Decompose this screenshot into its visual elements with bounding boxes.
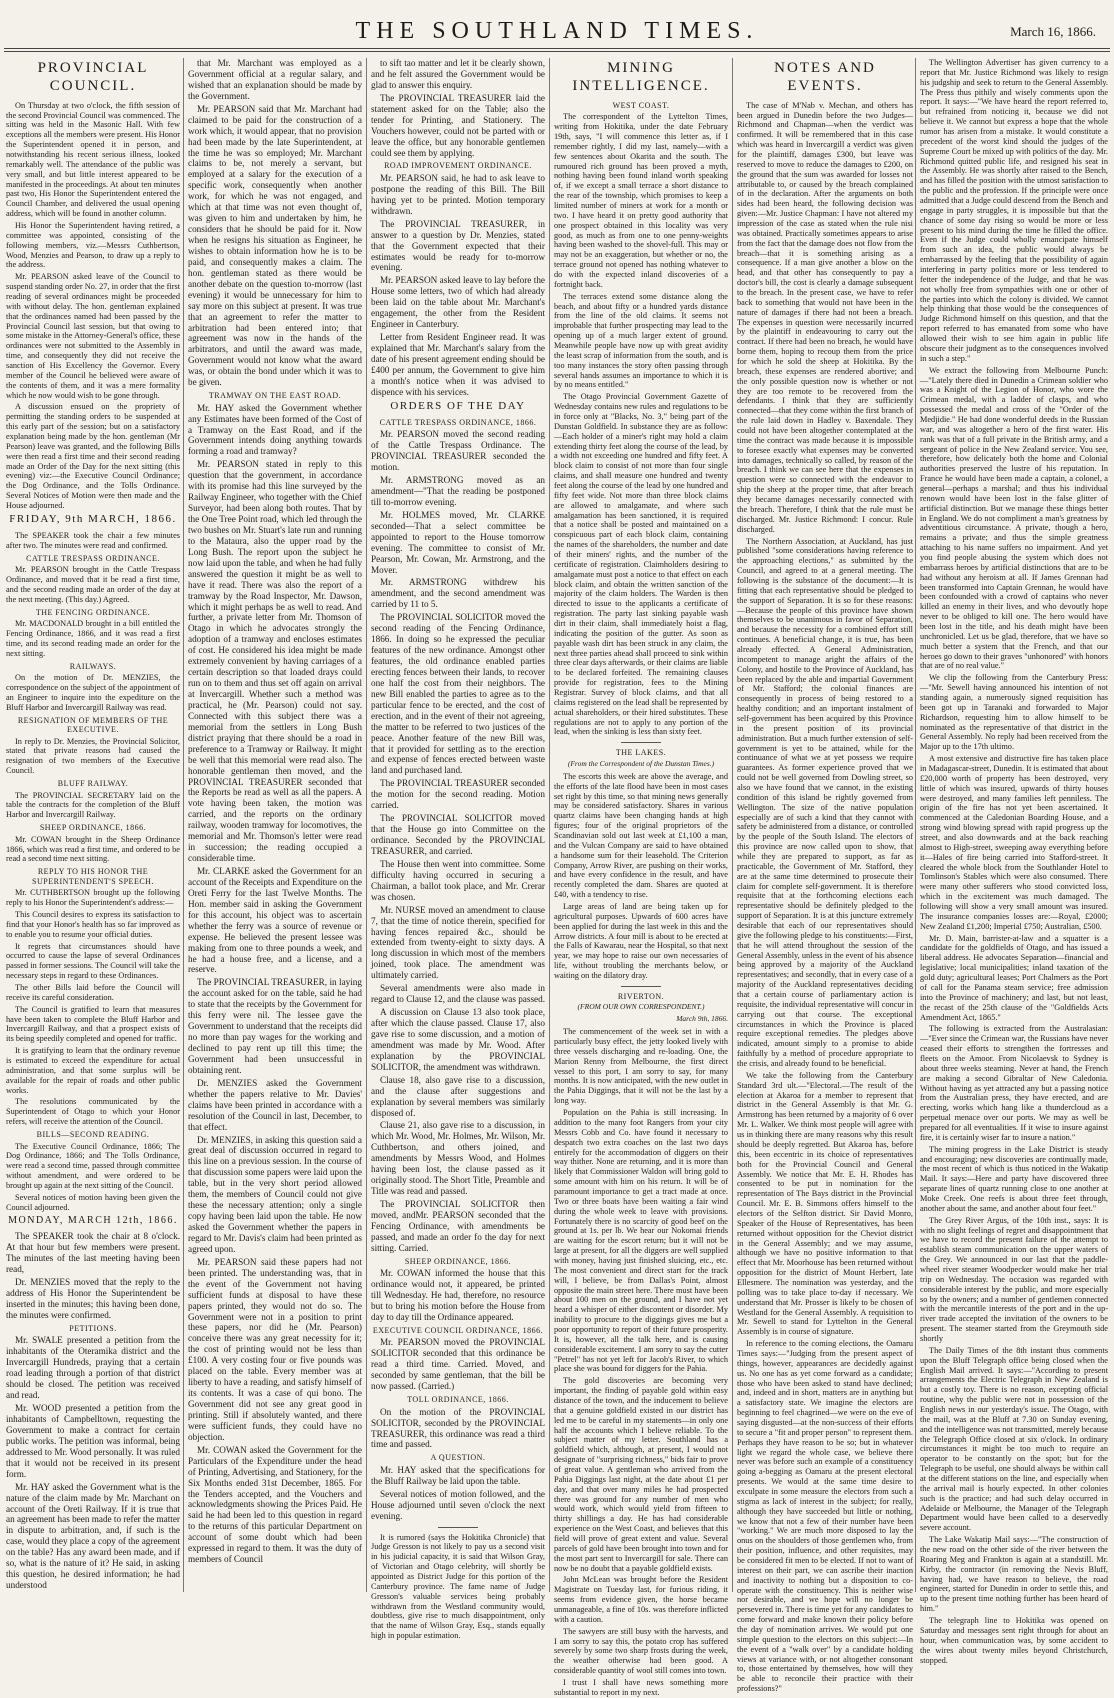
article-paragraph: Mr. HOLMES moved, Mr. CLARKE seconded—That a select committee be appointed to report to the House tomorrow evening. The committee to consist of Mr. Pearson, Mr. Cowan, Mr. Armstrong, and the Mover.	[371, 509, 545, 575]
article-paragraph: The SPEAKER took the chair a few minutes after two. The minutes were read and confirmed.	[6, 531, 180, 550]
article-paragraph: Dr. MENZIES, in asking this question said a great deal of discussion occurred in regard to this line on a previous session. In the course of that discussion some papers were laid upon the table, but in the very short period allowed them, the members of Council could not give these the necessary attention; only a single copy having been laid upon the table. He now asked the Government whether the papers in regard to Mr. Davis's claim had been printed as agreed upon.	[188, 1134, 362, 1254]
subheading: CATTLE TRESPASS ORDINANCE, 1866.	[379, 417, 537, 427]
article-paragraph: The telegraph line to Hokitika was opened on Saturday and messages sent right through for about an hour, when communication was, by some accident to the wires about twenty miles beyond Christchurch, stopped.	[920, 1616, 1108, 1665]
article-paragraph: The Grey River Argus, of the 10th inst., says: It is with no slight feelings of regret and disappointment that we have to record the present failure of the attempt to establish steam communication on the upper waters of the Grey. We announced in our last that the paddle-wheel river steamer Woodpecker would make her trial trip on Wednesday. The occasion was regarded with considerable interest by the public, and more especially so by the owners; and a number of gentlemen connected with the mercantile interests of the port and in the up-river trade accepted the invitation of the owners to be present. The steamer started from the Greymouth side shortly	[920, 1215, 1108, 1343]
subheading: CATTLE TRESPASS ORDINANCE.	[26, 553, 160, 563]
subheading: PETITIONS.	[69, 1323, 117, 1333]
article-paragraph: Dr. MENZIES moved that the reply to the address of His Honor the Superintendent be inserted in the minutes; this having been done, the minutes were confirmed.	[6, 1277, 180, 1321]
article-paragraph: Dr. MENZIES asked the Government whether the papers relative to Mr. Davies' claims have been printed in accordance with a resolution of the Council in last, December, to that effect.	[188, 1077, 362, 1132]
article-paragraph: It regrets that circumstances should have occurred to cause the lapse of several Ordinances passed in former sessions. The Council will take the necessary steps in regard to these Ordinances.	[6, 941, 180, 981]
subheading: ROAD IMPROVEMENT ORDINANCE.	[384, 161, 532, 171]
article-paragraph: Mr. CLARKE asked the Government for an account of the Receipts and Expenditure on the Oreti Ferry for the last Twelve Months. The Hon. member said in asking the Government for this account, his object was to ascertain whether the ferry was a source of revenue or expense. He believed the present lessee was making from one to three pounds a week, and he had a house free, and a license, and a reserve.	[188, 866, 362, 975]
article-paragraph: I trust I shall have news something more substantial to report in my next.	[554, 1678, 728, 1697]
column-provincial-council	[6, 58, 180, 1592]
article-paragraph: Mr. PEARSON asked leave to lay before the House some letters, two of which had already been laid on the table about Mr. Marchant's engagement, the other from the Resident Engineer in Canterbury.	[371, 275, 545, 330]
article-paragraph: In reply to Dr. Menzies, the Provincial Solicitor, stated that private reasons had caused the resignation of two members of the Executive Council.	[6, 736, 180, 776]
article-paragraph: Clause 21, also gave rise to a discussion, in which Mr. Wood, Mr. Holmes, Mr. Wilson, Mr. Cuthbertson, and others joined, and amendments by Messrs Wood, and Holmes having been lost, the clause passed as it originally stood. The Short Title, Preamble and Title was read and passed.	[371, 1120, 545, 1197]
column-orders-of-the-day	[371, 58, 545, 1641]
subheading: THE FENCING ORDINANCE.	[35, 607, 151, 617]
column-divider	[549, 58, 550, 1592]
article-paragraph: The Northern Association, at Auckland, has just published "some considerations having reference to the approaching elections," as submitted by the Council, and agreed to at a general meeting. The following is the substance of the document:—It is fitting that each representative should be pledged to the support of Separation. It is so for these reasons:—Because the people of this province have shown themselves to be unanimous in favor of Separation, and because the necessity for a combined effort still continues. A beneficial change, it is true, has been already effected. A General Administration, incompetent to manage aright the affairs of the Colony, and hostile to the Province of Auckland, has been replaced by the able and impartial Government of Mr. Stafford; the colonial finances are consequently in process of being restored to a healthy condition; and an important instalment of self-government has been acquired by this Province in the present position of its provincial administration. But a much further extension of self-government is yet to be attained, while for the continuance of what we at yet possess we require guarantees. As former experience proved that we could not be well governed from Dowling street, so also we have found that we cannot, in the existing condition of this island be rightly governed from Wellington. The size of the native population especially are of such a kind that they cannot with safety be administered from a distance, or controlled by the people of the South Island. The electors of this province are now called upon to show, that while they are prepared to support, as far as practicable, the Government of Mr. Stafford, they are at the same time determined to prosecute their claim for complete self-government. It is therefore requisite that at the forthcoming elections each representative should be definitely pledged to the support of Separation. It is at this juncture extremely desirable that each of our representatives should give the following pledge to his constituents:—First, that he will attend throughout the session of the General Assembly, unless in the event of his absence being approved by a majority of the Auckland representatives; and secondly, that in every case of a majority of the Auckland representatives deciding that a certain course of parliamentary action is requisite, the individual representative will concur in carrying out that course. The exceptional circumstances in which the Province is placed require exceptional remedies. The pledges above indicated, amount simply to a promise to abide faithfully by a method of procedure appropriate to the crisis, and already found to be beneficial.	[737, 536, 913, 1069]
subheading: A QUESTION.	[430, 1453, 486, 1463]
article-paragraph: A discussion on Clause 13 also took place, after which the clause passed. Clause 17, also gave rise to some discussion, and a motion of amendment was made by Mr. Wood. After explanation by the PROVINCIAL SOLICITOR, the amendment was withdrawn.	[371, 1007, 545, 1072]
article-paragraph: We take the following from the Canterbury Standard 3rd ult.—"Electoral.—The result of the election at Akaroa for a member to represent that district in the General Assembly is that Mr. G. Armstrong has been returned by a majority of 6 over Mr. L. Walker. We think most people will agree with us in thinking there are many reasons why this result should be deeply regretted. But Akaroa has, before this, been eccentric in its choice of representatives both for the Provincial Council and General Assembly. We notice that Mr. E. H. Rhodes has consented to be put in nomination for the representation of The Bays district in the Provincial Council. Mr. E. B. Simmons offers himself to the electors of the Selfton district. Sir David Monro, Speaker of the House of Representatives, has been returned without opposition for the Cheviot district in the General Assembly; and we may assume, although we have no positive information to that effect that Mr. Moorhouse has been returned without opposition for the district of Mount Herbert, late Ellesmere. The nomination was yesterday, and the polling was to take place to-day if necessary. We understand that Mr. Prosser is likely to be chosen of Westland for the General Assembly. A requisition to Mr. Sewell to stand for Lyttelton in the General Assembly is in course of signature.	[737, 1070, 913, 1337]
article-paragraph: The escorts this week are above the average, and the efforts of the late flood have been in most cases set right by this time, so that mining news generally may be considered satisfactory. Shares in various quartz claims have been changing hands at high figures; four of the original proprietors of the Scandinavian sold out last week at £1,100 a man, and the Vulcan Company are said to have obtained a handsome sum for their leasehold. The Criterion Company, Arrow River, are pushing on their works, and have every confidence in the result, and have recently completed the dam. Shares are quoted at £40, with a tendency to rise.	[554, 771, 728, 900]
subheading: SHEEP ORDINANCE, 1866.	[404, 1256, 512, 1266]
article-paragraph: A most extensive and distructive fire has taken place in Madagascar-street, Dunedin. It is estimated that about £20,000 worth of property has been destroyed, very little of which was insured, upwards of thirty houses were destroyed, and many families left penniless. The origin of the fire has not yet been ascertained. It commenced at the Caledonian Boarding House, and a strong wind blowing spread with rapid progress up the street, and also downwards and at the back reaching almost to High-street, sweeping away everything before it—Hales of fire being carried into Stafford-street. It cleared the whole block from the Southlander Hotel to Tomlinson's Stables which were also consumed. There were many other sufferers who stood convicted loss, which in the excitement was much damaged. The following will show a very small amount was insured. The insurance companies losses are:—Royal, £2000; New Zealand £1,200; Imperial £750; Australian, £500.	[920, 754, 1108, 931]
column-divider	[732, 58, 733, 1592]
subheading: RIVERTON.	[617, 991, 665, 1001]
separator-rule	[438, 1527, 478, 1528]
subheading: EXECUTIVE COUNCIL ORDINANCE, 1866.	[372, 1325, 544, 1335]
article-paragraph: Mr. PEARSON said, he had to ask leave to postpone the reading of this Bill. The Bill having yet to be printed. Motion temporary withdrawn.	[371, 172, 545, 216]
article-paragraph: Mr. D. Main, barrister-at-law and a squatter is a candidate for the goldfields of Otago, and has issued a liberal address. He advocates Separation—financial and legislative; local municipalities; inland taxation of the gold duty; agricultural leases; Port Chalmers as the Port of call for the Panama steam service; free admission into the Province of machinery; and last, but not least, the recast of the 25th clause of the "Goldfields Acts Amendment Act, 1865."	[920, 933, 1108, 1022]
article-paragraph: Mr. HAY asked the Government whether any Estimates have been formed of the Cost of a Tramway on the East Road, and if the Government intends doing anything towards forming a road and tramway?	[188, 402, 362, 457]
article-paragraph: The gold discoveries are becoming very important, the finding of payable gold within easy distance of the town, and the inducement to believe that a genuine goldfield existed in our district has led me to be careful in my statements—in only one half the accounts which I believe reliable. To the subject matter of my letter. Southland has a goldfield which, although, at present, I would not designate of "surprising richness," bids fair to prove of great value. A gentleman who arrived from the Pahia Diggings last night, at the date about £1 per day, and that over many miles he had prospected there was ground for any number of men who would work, which would yield from fifteen to thirty shillings a day. He has had considerable experience on the West Coast, and believes that this field will prove of great extent and value. Several parcels of gold have been brought into town and for the most part sent to Invercargill for sale. There can now be no doubt that a payable goldfield exists.	[554, 1376, 728, 1573]
article-paragraph: His Honor the Superintendent having retired, a committee was appointed, consisting of the following members, viz.—Messrs Cuthbertson, Wood, Menzies and Pearson, to draw up a reply to the address.	[6, 221, 180, 270]
article-paragraph: The correspondent of the Lyttelton Times, writing from Hokitika, under the date February 19th, says, "I will commence this letter as, if I remember rightly, I did my last, namely—with a few sentences about Okarita and the south. The rumoured rich ground has been proved a myth, nothing having been found inland worth speaking of, if we except a small terrace a short distance to the rear of the township, which promises to keep a limited number of miners at work for a month or two. I have heard it on pretty good authority that one prospect obtained in this locality was very good, as much as from one to one penny-weights having been washed to the shovel-full. This may or may not be an exaggeration, but whether or no, the terrace ground not opened has nothing whatever to do with the expected inland discoveries of a fortnight back.	[554, 112, 728, 289]
masthead-rule	[4, 48, 1110, 49]
section-heading: MINING INTELLIGENCE.	[572, 60, 710, 94]
section-heading: NOTES AND EVENTS.	[774, 60, 876, 94]
article-paragraph: Clause 18, also gave rise to a discussion, and the clause after suggestions and explanation by several members was similarly disposed of.	[371, 1074, 545, 1118]
section-heading: PROVINCIAL COUNCIL.	[37, 60, 149, 94]
source-credit: (FROM OUR OWN CORRESPONDENT.)	[577, 1002, 705, 1012]
article-paragraph: John McLean was brought before the Resident Magistrate on Tuesday last, for furious riding, it seems from evidence given, the horse became unmanageable, a fine of 10s. was therefore inflicted with a caution.	[554, 1575, 728, 1624]
article-paragraph: Mr. PEARSON moved the PROVINCIAL SOLICITOR seconded that this ordinance be read a third time. Carried. Moved, and seconded by same gentleman, that the bill be now passed. (Carried.)	[371, 1337, 545, 1392]
article-paragraph: The SPEAKER took the chair at 8 o'clock. At that hour but few members were present. The minutes of the last meeting having been read,	[6, 1231, 180, 1275]
source-credit: (From the Correspondent of the Dunstan Times.)	[567, 758, 715, 768]
column-divider	[183, 58, 184, 1592]
article-paragraph: The Otago Provincial Government Gazette of Wednesday contains new rules and regulations to be in force only at "Blacks, No. 3," being part of the Dunstan Goldfield. In substance they are as follow:—Each holder of a miner's right may hold a claim extending thirty feet along the course of the lead, by a width not exceeding one hundred and fifty feet. A block claim to consist of not more than four single claims, and shall measure one hundred and twenty feet along the course of the lead by one hundred and fifty feet wide. Not more than three block claims are allowed to amalgamate, and where such amalgamation has been sanctioned, it is required that a notice shall be posted and maintained on a conspicuous part of each block claim, containing the names of the shareholders, the number and date of their miners' rights, and the number of the certificate of registration. Claimholders desiring to amalgamate must post a notice to that effect on each block claim, and obtain the written sanction of the majority of the claim holders. The Warden is then directed to issue to the applicants a certificate of registration. The party last sinking payable wash dirt in their claim, shall immediately hoist a flag, indicating the position of the gutter. As soon as payable wash dirt has been struck in any claim, the next three parties ahead shall proceed to sink within three clear days afterwards, or their claims are liable to be declared forfeited. The remaining clauses provide for registration, fees to the Mining Registrar. Survey of block claims, and that all claims registered on the lead shall be represented by actual shareholders, or their hired substitutes. These regulations are not to apply to any portion of the lead, when the sinking is less than sixty feet.	[554, 392, 728, 737]
column-notes-continued	[920, 58, 1108, 1665]
article-paragraph: Several notices of motion having been given the Council adjourned.	[6, 1192, 180, 1212]
article-paragraph: The following is extracted from the Australasian:—"Ever since the Crimean war, the Russians have never ceased their efforts to strengthen the fortresses and fleets on the Amoor. From Nicolaevsk to Sydney is about three weeks steaming. Never at hand, the French are making a second Gibraltar of New Caledonia. Without having as yet attracted any but a passing notice from the Australian press, they have erected, and are erecting, works which hang like a thundercloud as a perpetual menace over our ports. We may as well be prepared for all eventualities. If it wise to insure against fire, it is certainly wiser far to insure a nation."	[920, 1024, 1108, 1142]
masthead-rule-second	[4, 51, 1110, 52]
article-paragraph: In reference to the coming elections, the Oamaru Times says:—"Judging from the present aspect of things, however, appearances are decidedly against us. No one has as yet come forward as a candidate; those who have been asked to stand have declined; and, indeed and in short, matters are in anything but a satisfactory state. We imagine the electors are beginning to feel chagrined—we were on the eve of saying disgusted—at the non-success of their efforts to secure a "fit and proper person" to represent them. Perhaps they have reason to be so; but in whatever light we regard the whole case, we believe there never was before such an example of a constituency going a-begging as Oamaru at the present electoral presents. We would at the same time desire to exculpate in some measure the electors from such a stigma as lack of interest in the subject; for really, although they have succeeded but little or nothing, we know that not a few of their number have been "working." We are much more disposed to lay the onus on the shoulders of those gentlemen who, from their position, influence, and other requisites, may be considered fit men to be elected. If not to want of interest on their part, we can ascribe their inaction and inactivity to nothing but a disposition to co-operate with the constituency. This is neither wise nor desirable, and we hope will no longer be persevered in. There is time yet for any candidates to come forward and make known their policy before the day of nomination arrives. We would put one simple question to the electors on this subject:—In the event of a "walk over" by a candidate holding views at variance with, or not altogether consonant to, those entertained by themselves, how will they be able to reconcile their practice with their professions?"	[737, 1339, 913, 1694]
article-paragraph: The House then went into committee. Some difficulty having occurred in securing a Chairman, a ballot took place, and Mr. Crerar was chosen.	[371, 858, 545, 902]
article-paragraph: Several notices of motion followed, and the House adjourned until seven o'clock the next evening.	[371, 1488, 545, 1521]
article-paragraph: The PROVINCIAL TREASURER seconded the motion for the second reading. Motion carried.	[371, 778, 545, 811]
article-paragraph: The PROVINCIAL SOLICITOR moved the second reading of the Fencing Ordinance, 1866. In doing so he expressed the peculiar features of the new ordinance. Amongst other features, the old ordinance enabled parties erecting fences between their lands, to recover one half the cost from their neighbors. The new Bill enabled the parties to agree as to the particular fence to be erected, and the cost of erection, and in the event of their not agreeing, the matter to be referred to two justices of the peace. Another feature of the new Bill was, that it provided for settling as to the erection and expense of fences erected between waste land and purchased land.	[371, 612, 545, 776]
masthead	[0, 0, 1114, 44]
subheading: THE LAKES.	[615, 748, 667, 758]
article-paragraph: The Lake Wakatip Mail says:—"The construction of the new road on the other side of the river between the Roaring Meg and Frankton is again at a standstill. Mr. Kirby, the contractor (in removing the Nevis Bluff, having had, we have reason to believe, the road engineer, started for Dunedin in order to settle this, and up to the present time nothing further has been heard of him."	[920, 1535, 1108, 1614]
article-paragraph: Mr. PEARSON said that Mr. Marchant had claimed to be paid for the construction of a work which, it would appear, that no provision had been made by the late Superintendent, at the time he was so employed; Mr. Marchant claims to be, not merely a servant, but employed at a salary for the execution of a specific work, consequently when another work, for which he was not engaged, and which at that time was not even thought of, was given to him and undertaken by him, he considers that he should be paid for it. Now when he resigns his situation as Engineer, he wishes to obtain information how he is to be paid, and consequently makes a claim. The hon. gentleman stated as there would be another debate on the question to-morrow (last evening) it would be unnecessary for him to say more on this subject at present. It was true that an agreement to refer the matter to arbitration had been entered into; that agreement was now in the hands of the arbitrators, and until the award was made, Government would not know what the award was, or obtain the bond under which it was to be given.	[188, 103, 362, 388]
subheading: REPLY TO HIS HONOR THE SUPERINTENDENT'S SPEECH.	[32, 867, 154, 886]
subheading: TOLL ORDINANCE, 1866.	[407, 1395, 509, 1405]
article-paragraph: Mr. MACDONALD brought in a bill entitled the Fencing Ordinance, 1866, and it was read a first time, and its second reading made an order for the next sitting.	[6, 619, 180, 658]
article-paragraph: The sawyers are still busy with the harvests, and I am sorry to say this, the potato crop has suffered severely by some two sharp frosts during the week, the weather otherwise had been good. A considerable quantity of wool still comes into town.	[554, 1626, 728, 1676]
article-paragraph: Mr. WOOD presented a petition from the inhabitants of Campbelltown, requesting the Government to make a contract for certain public works. The petition was informal, being addressed to Mr. Wood personally. It was ruled that it would not be received in its present form.	[6, 1403, 180, 1479]
article-paragraph: Mr. ARMSTRONG withdrew his amendment, and the second amendment was carried by 11 to 5.	[371, 577, 545, 610]
article-paragraph: The other Bills laid before the Council will receive its careful consideration.	[6, 983, 180, 1002]
issue-date: March 16, 1866.	[1010, 24, 1096, 39]
article-paragraph: Mr. COWAN asked the Government for the Particulars of the Expenditure under the head of Printing, Advertising, and Stationery, for the Six Months ended 31st December, 1865. For the Tenders accepted, and the Vouchers and acknowledgments showing the Prices Paid. He said he had been led to this question in regard to the returns of this particular Department on account of some doubt which had been expressed in regard to them. It was the duty of members of Council	[188, 1444, 362, 1565]
article-paragraph: The PROVINCIAL SOLICITOR then moved, andMr. PEARSON seconded that the Fencing Ordinance, with amendments be passed, and made an order fo the day for next sitting. Carried.	[371, 1199, 545, 1253]
article-paragraph: Mr. COWAN brought in the Sheep Ordinance 1866, which was read a first time, and ordered to be read a second time next sitting.	[6, 834, 180, 864]
article-paragraph: On Thursday at two o'clock, the fifth session of the second Provincial Council was commenced. The sitting was held in the Masonic Hall. With few exceptions all the members were present. His Honor the Superintendent opened it in person, and notwithstanding his recent serious illness, looked remarkably well. The attendance of the public was very small, and but little interest appeared to be manifested in the proceedings. At about ten minutes past two, His Honor the Superintendent entered the Council Chamber, and delivered the usual opening address, which will be found in another column.	[6, 100, 180, 219]
article-paragraph: The Daily Times of the 8th instant thus comments upon the Bluff Telegraph office being closed when the English Mail arrived. It says:—"According to present arrangements the Electric Telegraph in New Zealand is but a costly toy. There is no reason, excepting official routine, why the public were not in possession of the English news in our yesterday's issue. The Otago, with the mail, was at the Bluff at 7.30 on Sunday evening, and the intelligence was not transmitted, merely because the Telegraph Office closed at six o'clock. In ordinary circumstances it might be too much to require an operator to be constantly on the spot; but for the Telegraph to be useful, one should always be within call at the different stations on the line, and especially when the arrival mail is hourly expected. In other colonies such is the practice; and had such delay occurred in Adelaide or Melbourne, the Manager of the Telegraph Department would have been called to a deservedly severe account.	[920, 1345, 1108, 1533]
subheading: TRAMWAY ON THE EAST ROAD.	[208, 391, 342, 401]
article-paragraph: We extract the following from Melbourne Punch:—"Lately there died in Dunedin a Crimean soldier who was a Knight of the Legion of Honor, who wore the Crimean medal, with a ladder of clasps, and who possessed the medal and cross of the "Order of the Medjidie." He had done wonderful deeds in the Russian war, and was altogether a hero of the first water. His rank was that of a full private in the British army, and a sergeant of police in the New Zealand service. You see, therefore, how delicately both the home and Colonial authorities preserved the lustre of his reputation. In France he would have been made a captain, a colonel, a general—perhaps a marshal; and thus his individual renown would have been lost in the false glitter of artificial distinction. But we manage these things better in England. We do not compliment a man's greatness by adventitious circumstance. A private, though a hero, remains a private; and thus the simple greatness attaching to his name suffers no impairment. And yet you find people abusing the system which does not embarrass heroes by artificial distinctions that are to be had without any heroism at all. If James Grennan had been transformed into Captain Grennan, he would have been confounded with a crowd of captains who never killed an enemy in their lives, and who devoutly hope never to be obliged to kill one. The hero would have been lost in the title, and his death might have been unchronicled. Let us be glad, therefore, that we have so much better a system that the French, and that our heroes go down to their graves "unhonored" with honors that are of no real value."	[920, 365, 1108, 671]
article-paragraph: Mr. HAY asked that the specifications for the Bluff Railway be laid upon the table.	[371, 1464, 545, 1486]
article-paragraph: Mr. PEARSON asked leave of the Council to suspend standing order No. 27, in order that the first reading of several ordinances might be proceeded with without delay. The hon. gentleman explained that the ordinances named had been passed by the Provincial Council last session, but that owing to some mistake in the Attorney-General's office, these ordinances were not submitted to the Assembly in time, and consequently they did not receive the sanction of His Excellency the Governor. Every member of the Council he believed were aware of the contents of them, and it was a mere formality which he now would wish to be gone through.	[6, 272, 180, 400]
article-paragraph: On the motion of Dr. MENZIES, the correspondence on the subject of the appointment of an Engineer to inquire into the expediture on the Bluff Harbor and Invercargill Railway was read.	[6, 673, 180, 712]
separator-rule	[621, 986, 661, 987]
subheading: BLUFF RAILWAY.	[57, 779, 129, 789]
column-council-continued	[188, 58, 362, 1592]
article-paragraph: to sift tao matter and let it be clearly shown, and he felt assured the Government would be glad to answer this enquiry.	[371, 58, 545, 90]
column-divider	[366, 58, 367, 1592]
article-paragraph: Mr. COWAN informed the house that this ordinance would not, it appeared, be printed till Wednesday. He had, therefore, no resource but to bring his motion before the House from day to day till the Ordinance appeared.	[371, 1268, 545, 1322]
section-heading: ORDERS OF THE DAY	[390, 399, 526, 412]
article-paragraph: Mr. SWALE presented a petition from the inhabitants of the Oteramika district and the Invercargill Hundreds, praying that a certain road leading through a portion of that district should be closed. The petition was received and read.	[6, 1335, 180, 1401]
article-paragraph: The Executive Council Ordinance, 1866; The Dog Ordinance, 1866; and The Tolls Ordinance, were read a second time, passed through committee without amendment, and were ordered to be brought up again at the next sitting of the Council.	[6, 1141, 180, 1190]
article-paragraph: A discussion ensued on the propriety of permitting the standing orders to be suspended at this early part of the session; but on a satisfactory explanation being made by the hon. gentleman (Mr Pearson) leave was granted, and the following Bills were then read a first time and their second reading made an Order of the Day for the next sitting (this evening) viz:—the Executive Council Ordinance; the Dog Ordinance, and the Tolls Ordinance. Several Notices of Motion were then made and the House adjourned.	[6, 402, 180, 511]
column-notes-and-events	[737, 58, 913, 1694]
article-paragraph: Mr. PEARSON said these papers had not been printed. The understanding was, that in the event of the Government not having sufficient funds at disposal to have these papers printed, they would not do so. The Government were not in a position to print these papers, nor did he (Mr. Pearson) conceive there was any great necessity for it; the cost of printing would not be less than £100. A very costing four or five pounds was placed on the table. Every member was at liberty to have a reading, and satisfy himself of its contents. It was a case of qui bono. The Government did not see any great good in printing. Still if absolutely wanted, and there were sufficient funds, they could have no objection.	[188, 1256, 362, 1442]
article-paragraph: It is gratifying to learn that the ordinary revenue is estimated to exceed the expenditure for actual administration, and that some surplus will be available for the repair of roads and other public works.	[6, 1046, 180, 1095]
subheading: WEST COAST.	[612, 100, 670, 110]
date-heading: MONDAY, MARCH 12th, 1866.	[8, 1214, 178, 1226]
subheading: SHEEP ORDINANCE, 1866.	[39, 823, 147, 833]
article-paragraph: The commencement of the week set in with a particularly busy effect, the jetty looked lively with three vessels discharging and re-loading. One, the Marion Renny from Melbourne, the first direct vessel to this port, I am sorry to say, for many months. It is now anticipated, with the new outlet in the Pahia Diggings, that it will not be the last by a long way.	[554, 1027, 728, 1106]
article-paragraph: The PROVINCIAL TREASURER laid the statement asked for on the Table; also the tender for Printing, and Stationery. The Vouchers however, could not be parted with or leave the office, but any honorable gentlemen could see them by applying.	[371, 92, 545, 158]
article-paragraph: It is rumored (says the Hokitika Chronicle) that Judge Gresson is not likely to pay us a second visit in his judicial capacity, it is said that Wilson Gray, of Victorian and Otago celebrity, will shortly be appointed as District Judge for this portion of the Canterbury province. The fame name of Judge Gresson's valuable services being probably withdrawn from the Westland community would, doubtless, give rise to much disappointment, only that the name of Wilson Gray, Esq., stands equally high in popular estimation.	[371, 1532, 545, 1641]
article-paragraph: The PROVINCIAL TREASURER, in laying the account asked for on the table, said he had to state that the receipts by the Government for this ferry were nil. The lessee gave the Government to understand that the receipts did no more than pay wages for the working and declined to pay rent up till this time; the Government had been unsuccessful in obtaining rent.	[188, 977, 362, 1075]
article-paragraph: This Council desires to express its satisfaction to find that your Honor's health has so far improved as to enable you to resume your official duties.	[6, 909, 180, 939]
article-paragraph: Mr. PEARSON moved the second reading of the Cattle Trespass Ordinance. The PROVINCIAL TREASURER seconded the motion.	[371, 429, 545, 473]
article-paragraph: Letter from Resident Engineer read. It was explained that Mr. Marchant's salary from the date of his present agreement ending should be £400 per annum, the Government to give him a month's notice when it was advised to dispence with his services.	[371, 332, 545, 397]
article-paragraph: The mining progress in the Lake District is steady and encouraging; new discoveries are continually made, the most recent of which is thus noticed in the Wakatip Mail. It says:—Here and party have discovered three separate lines of quartz running close to one another at Moke Creek. One reefs is about three feet through, another about the same, and another about four feet."	[920, 1144, 1108, 1213]
article-paragraph: Mr. CUTHBERTSON brought up the following reply to his Honor the Superintendent's address:—	[6, 888, 180, 908]
article-paragraph: Population on the Pahia is still increasing. In addition to the many foot Rangers from your city Messrs Cobb and Co. have found it necessary to despatch two extra coaches on the last two days entirely for the accommodation of diggers on their way thither. None are returning, and it is more than likely that Commissioner Waldon will bring gold to some amount with him on his return. It will be of paramount importance to get a tract made at once. Two or three boats have been waiting a fair wind during the whole week to leave with provisions. Fortunately there is no scarcity of good beef on the ground at 1s. per lb. We hear our Nokomai friends are waiting for the escort return; but it will not be large at present, for all the diggers are well supplied with money, having just finished sluicing, etc., etc. The most convenient and direct start for the track will, I believe, be from Dallas's Point, almost opposite the main street here. There must have been about 100 men on the ground, and I have not yet heard a whisper of either discontent or disorder. My inability to procure to the diggings gives me but a poor opportunity to report of their future prosperity. It is, however, all the talk here, and is causing considerable excitement. I am sorry to say the cutter "Petrel" has not yet left for Jacob's River, to which place she was bound for diggers for the Pahia.	[554, 1108, 728, 1374]
article-paragraph: On the motion of the PROVINCIAL SOLICITOR, seconded by the PROVINCIAL TREASURER, this ordinance was read a third time and passed.	[371, 1406, 545, 1450]
column-mining-intelligence	[554, 58, 728, 1697]
article-paragraph: The terraces extend some distance along the beach, and about fifty or a hundred yards distance from the line of the old claims. It seems not improbable that further prospecting may lead to the opening up of a much larger extent of ground. Meanwhile people have now up with great avidity the least scrap of information from the south, and is too many instances the story often passing through several hands assumes an importance to which it is by no means entitled."	[554, 291, 728, 390]
article-paragraph: Mr. NURSE moved an amendment to clause 7, that the time of notice therein, specified for having fences repaired &c., should be extended from twenty-eight to sixty days. A long discussion in which most of the members joined, took place. The amendment was ultimately carried.	[371, 904, 545, 981]
article-paragraph: The PROVINCIAL TREASURER, in answer to a question by Dr. Menzies, stated that the Government expected that their estimates would be ready for to-morrow evening.	[371, 218, 545, 273]
article-paragraph: that Mr. Marchant was employed as a Government official at a regular salary, and wished that an explanation should be made by the Government.	[188, 58, 362, 101]
column-divider	[915, 58, 916, 1592]
date-heading: FRIDAY, 9th MARCH, 1866.	[9, 512, 177, 525]
article-paragraph: The PROVINCIAL SECRETARY laid on the table the contracts for the completion of the Bluff Harbor and Invercargill Railway.	[6, 790, 180, 820]
article-paragraph: The resolutions communicated by the Superintendent of Otago to which your Honor refers, will receive the attention of the Council.	[6, 1097, 180, 1127]
article-paragraph: We clip the following from the Canterbury Press:—"Mr. Sewell having announced his intention of not standing again, a numerously signed requisition has been got up in Taranaki and forwarded to Major Richardson, requesting him to allow himself to be nominated as the representative of that district in the General Assembly. No reply had been received from the Major up to the 17th ultimo.	[920, 673, 1108, 752]
article-paragraph: Mr. PEARSON brought in the Cattle Trespass Ordinance, and moved that it be read a first time, and the second reading made an order of the day at the next meeting. (This day.) Agreed.	[6, 565, 180, 604]
article-paragraph: Mr. PEARSON stated in reply to this question that the government, in accordance with its promise had this line surveyed by the Railway Engineer, who together with the Chief Surveyor, had been along both routes. That by the One Tree Point road, which led through the two bushes on Mr. Stuart's late run and running to the Mataura, also the upper road by the Long Bush. The report upon the subject he now laid upon the table, and when he had fully answered the question it might be as well to have it read. There was also the report of a tramway by the Road Inspector, Mr. Dawson, which it might perhaps be as well to read. And further, a private letter from Mr. Thomson of Otago in which he advocates strongly the adoption of a tramway and encloses estimates of cost. He considered his idea might be made extremely convenient by having carriages of a certain description so that loaded drays could run on to them and thus set off again on arrival at Invercargill. Whether such a method was practical, he (Mr. Pearson) could not say. Connected with this subject there was a memorial from the settlers in Long Bush district praying that there should be a road in preference to a Tramway or Railway. It might be well that this memorial were read also. The honorable gentleman then moved, and the PROVINCIAL TREASURER seconded that the Reports be read as well as all the papers. A vote having been taken, the motion was carried, and the reports on the ordinary railway, wooden tramway for locomotives, the memorial and Mr. Thomson's letter were read in succession; the reading occupied a considerable time.	[188, 459, 362, 864]
newspaper-title: THE SOUTHLAND TIMES.	[355, 18, 759, 44]
article-paragraph: The case of M'Nab v. Mechan, and others has been argued in Dunedin before the two Judges—Richmond and Chapman—when the verdict was confirmed. It will be remembered that in this case which was heard in Invercargill a verdict was given for the plaintiff, damages £300, but leave was reserved to move to reduce the damages to £200, on the ground that the sum was awarded for losses not attributable to, or caused by the breach complained of in the declaration. After the arguments on both sides had been heard, the following decision was given:—Mr. Justice Chapman: I have not altered my impression of the case as stated when the rule nisi was obtained. Practically sometimes appears to arise from the fact that the damage does not flow from the breach—that it is something arising as a consequence. If a man give another a blow on the head, and that other has consequently to pay a doctor's bill, the cost is clearly a damage subsequent to the breach. In the present case, we have to refer back to something that would not have been in the nature of damages if there had not been a breach. The expenses in question were necessarily incurred by the plaintiff in endeavouring to carry out the contract. If there had been no breach, he would have borne them, hoping to recoup them from the price for which he sold the sheep at Hokitika. By the breach, these expenses are rendered abortive; and the only possible question now is whether or not they are too remote to be recovered from the defendants. I think that they are sufficiently connected—that they come within the first branch of the rule laid down in Hadley v. Baxendale. They could not have been altogether contemplated at the time the contract was made because it is impossible to foresee exactly what expenses may be converted into damages, technically so called, by reason of the breach. I think we can see here that the expenses in question were so connected with the endeavor to ship the sheep at the proper time, that after breach they became damages necessarily connected with the breach. Therefore, I think that the rule must be discharged. Mr. Justice Richmond: I concur. Rule discharged.	[737, 100, 913, 534]
article-paragraph: The PROVINCIAL SOLICITOR moved that the House go into Committee on the ordinance. Seconded by the PROVINCIAL TREASURER, and carried.	[371, 813, 545, 856]
subheading: RAILWAYS.	[69, 661, 117, 671]
article-paragraph: Mr. HAY asked the Government what is the nature of the claim made by Mr. Marchant on account of the Oreti Railway. If it is true that an agreement has been made to refer the matter in dispute to arbitration, and, if such is the case, would they place a copy of the agreement on the table? Has any award been made, and if so, what is the nature of it? He said, in asking this question, he desired information; he had understood	[6, 1481, 180, 1591]
article-paragraph: The Wellington Advertiser has given currency to a report that Mr. Justice Richmond was likely to resign his judgship and seek to return to the General Assembly. The Press thus pithily and wisely comments upon the report. It says:—"We have heard the report referred to, but refrained from noticing it, because we did not believe it. We cannot but express a hope that the whole rumor has arisen from a mistake. It would constitute a precedent of the worst kind should the judges of the Supreme Court be mixed up with politics of the day. Mr. Richmond quitted public life, and resigned his seat in the Assembly. He was shortly after raised to the Bench, and has filled the position with the utmost satisfaction to the public and the profession. If the principle were once admitted that a Judge could descend from the Bench and engage in party struggles, it is impossible but that the chance of some day rising so would be more or less present to his mind during the time he filled the office. Even if the Judge could wholly emancipate himself from such an idea, the public would always be embarrassed by the feeling that the possibility of again interfering in party politics more or less tendered to fetter the independence of the Judge, and that he was not wholly free from sympathies with one or other of the parties into which the colony is divided. We cannot help thinking that those would be the consequences of Judge Richmond himself on this question, and that the report referred to has emanated from some who have allowed their wish to see him again in public life obscure their judgment as to the consequences involved in such a step."	[920, 58, 1108, 363]
article-paragraph: Large areas of land are being taken up for agricultural purposes. Upwards of 600 acres have been applied for during the last week in this and the Arrow districts. A four mill is about to be erected at the Falls of Kawarau, near the Hospital, so that next year, we may hope to raise our own necessaries of life, without troubling the merchants below, or waiting on the dilatory dray.	[554, 901, 728, 980]
article-paragraph: The Council is gratified to learn that measures have been taken to complete the Bluff Harbor and Invercargill Railway, and that a prospect exists of its being speedily completed and opened for traffic.	[6, 1004, 180, 1044]
article-paragraph: Mr. ARMSTRONG moved as an amendment—"That the reading be postponed till to-morrow evening.	[371, 475, 545, 507]
article-paragraph: Several amendments were also made in regard to Clause 12, and the clause was passed.	[371, 983, 545, 1005]
subheading: RESIGNATION OF MEMBERS OF THE EXECUTIVE.	[17, 715, 169, 735]
subheading: BILLS—SECOND READING.	[36, 1130, 150, 1140]
separator-rule	[621, 742, 661, 743]
dateline: March 9th, 1866.	[676, 1014, 728, 1024]
